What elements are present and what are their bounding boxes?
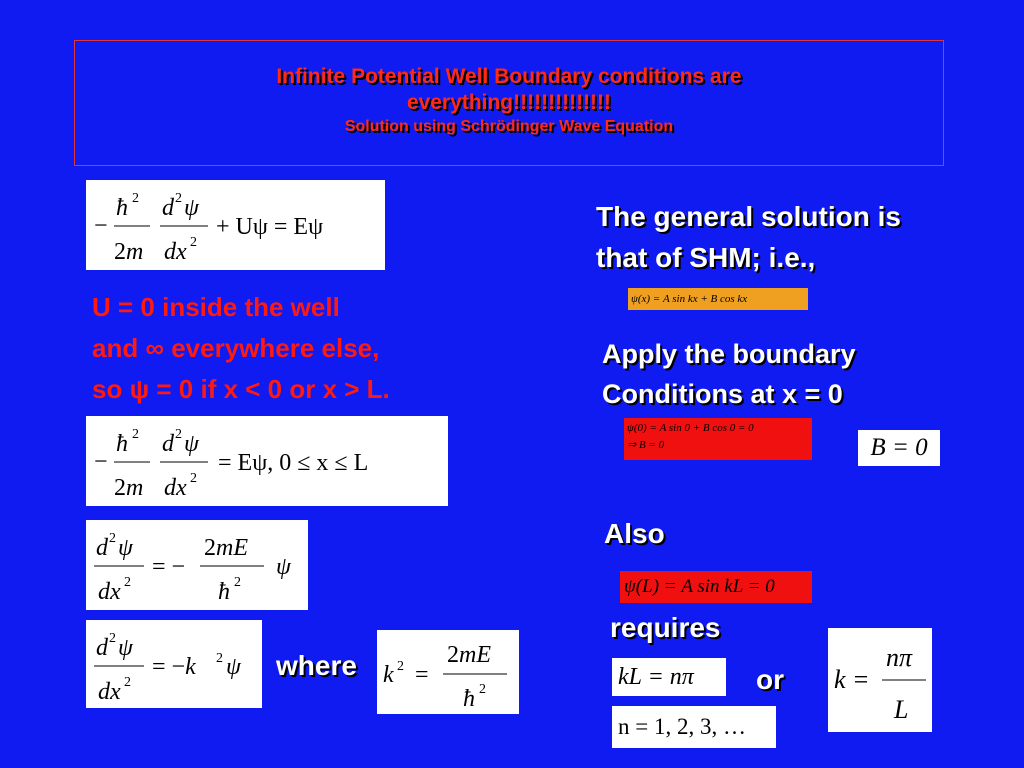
svg-text:ħ: ħ	[116, 431, 128, 457]
k-squared-equation	[86, 620, 262, 708]
svg-text:k: k	[383, 662, 394, 688]
svg-text:2mE: 2mE	[204, 535, 248, 561]
potential-line-1: U = 0 inside the well	[92, 292, 340, 322]
svg-text:2: 2	[109, 631, 116, 646]
svg-text:2: 2	[397, 659, 404, 674]
apply-bc-line-2: Conditions at x = 0	[602, 379, 843, 409]
schrodinger-equation	[86, 180, 385, 270]
svg-text:dx: dx	[164, 239, 187, 265]
title-subtitle: Solution using Schrödinger Wave Equation	[344, 118, 674, 135]
apply-bc-text	[602, 334, 856, 414]
svg-text:= −: = −	[152, 554, 186, 580]
bc-line-1: ψ(0) = A sin 0 + B cos 0 = 0	[627, 422, 754, 434]
general-solution-line-1: The general solution is	[596, 201, 901, 232]
svg-text:2: 2	[132, 191, 139, 206]
boundary-condition-equation	[624, 418, 812, 460]
apply-bc-line-1: Apply the boundary	[602, 339, 856, 369]
svg-text:ψ: ψ	[184, 195, 199, 221]
svg-text:2m: 2m	[114, 475, 144, 501]
where-label: where	[276, 650, 357, 681]
general-solution-equation: ψ(x) = A sin kx + B cos kx	[628, 288, 808, 310]
svg-text:d: d	[96, 635, 108, 661]
requires-label: requires	[610, 612, 721, 643]
svg-text:2mE: 2mE	[447, 642, 491, 668]
svg-text:ħ: ħ	[116, 195, 128, 221]
title-line-2: everything!!!!!!!!!!!!!!	[406, 91, 612, 114]
svg-text:2: 2	[175, 427, 182, 442]
bc-line-2: ⇒ B = 0	[627, 439, 665, 451]
free-particle-equation	[86, 416, 448, 506]
b-equals-zero: B = 0	[858, 430, 940, 466]
svg-text:2: 2	[190, 235, 197, 250]
svg-text:−: −	[94, 213, 108, 239]
svg-text:ψ: ψ	[276, 554, 291, 580]
k-result-den: L	[894, 695, 909, 724]
eq2-tail: = Eψ, 0 ≤ x ≤ L	[218, 450, 369, 476]
general-solution-text	[596, 196, 901, 278]
kl-equals-npi: kL = nπ	[612, 658, 726, 696]
svg-text:−: −	[94, 449, 108, 475]
svg-text:2: 2	[234, 575, 241, 590]
k-squared-definition	[377, 630, 519, 714]
svg-text:2: 2	[124, 575, 131, 590]
rearranged-equation	[86, 520, 308, 610]
svg-text:dx: dx	[98, 679, 121, 705]
svg-text:2: 2	[216, 651, 223, 666]
n-values: n = 1, 2, 3, …	[612, 706, 776, 748]
eq1-tail: + Uψ = Eψ	[216, 214, 324, 240]
title-box	[74, 40, 944, 166]
also-label: Also	[604, 518, 665, 549]
svg-text:d: d	[162, 431, 174, 457]
svg-text:2: 2	[175, 191, 182, 206]
svg-text:2: 2	[109, 531, 116, 546]
potential-line-2: and ∞ everywhere else,	[92, 333, 380, 363]
svg-text:ħ: ħ	[218, 579, 230, 605]
svg-text:ψ: ψ	[184, 431, 199, 457]
potential-line-3: so ψ = 0 if x < 0 or x > L.	[92, 374, 390, 404]
svg-text:2: 2	[190, 471, 197, 486]
k-result-num: nπ	[886, 643, 913, 672]
psi-at-L-equation: ψ(L) = A sin kL = 0	[620, 571, 812, 603]
svg-text:ψ: ψ	[118, 635, 133, 661]
k-result-equation	[828, 628, 932, 732]
or-label: or	[756, 664, 784, 695]
svg-text:dx: dx	[164, 475, 187, 501]
svg-text:2: 2	[479, 682, 486, 697]
general-solution-line-2: that of SHM; i.e.,	[596, 242, 816, 273]
svg-text:d: d	[96, 535, 108, 561]
svg-text:ψ: ψ	[118, 535, 133, 561]
svg-text:2m: 2m	[114, 239, 144, 265]
potential-description	[92, 287, 390, 410]
svg-text:2: 2	[124, 675, 131, 690]
svg-text:d: d	[162, 195, 174, 221]
k-result-lhs: k =	[834, 665, 870, 694]
svg-text:=: =	[415, 662, 429, 688]
title-line-1: Infinite Potential Well Boundary conditions are	[276, 65, 742, 88]
svg-text:ψ: ψ	[226, 654, 241, 680]
svg-text:= −k: = −k	[152, 654, 196, 680]
svg-text:dx: dx	[98, 579, 121, 605]
svg-text:ħ: ħ	[463, 686, 475, 712]
svg-text:2: 2	[132, 427, 139, 442]
